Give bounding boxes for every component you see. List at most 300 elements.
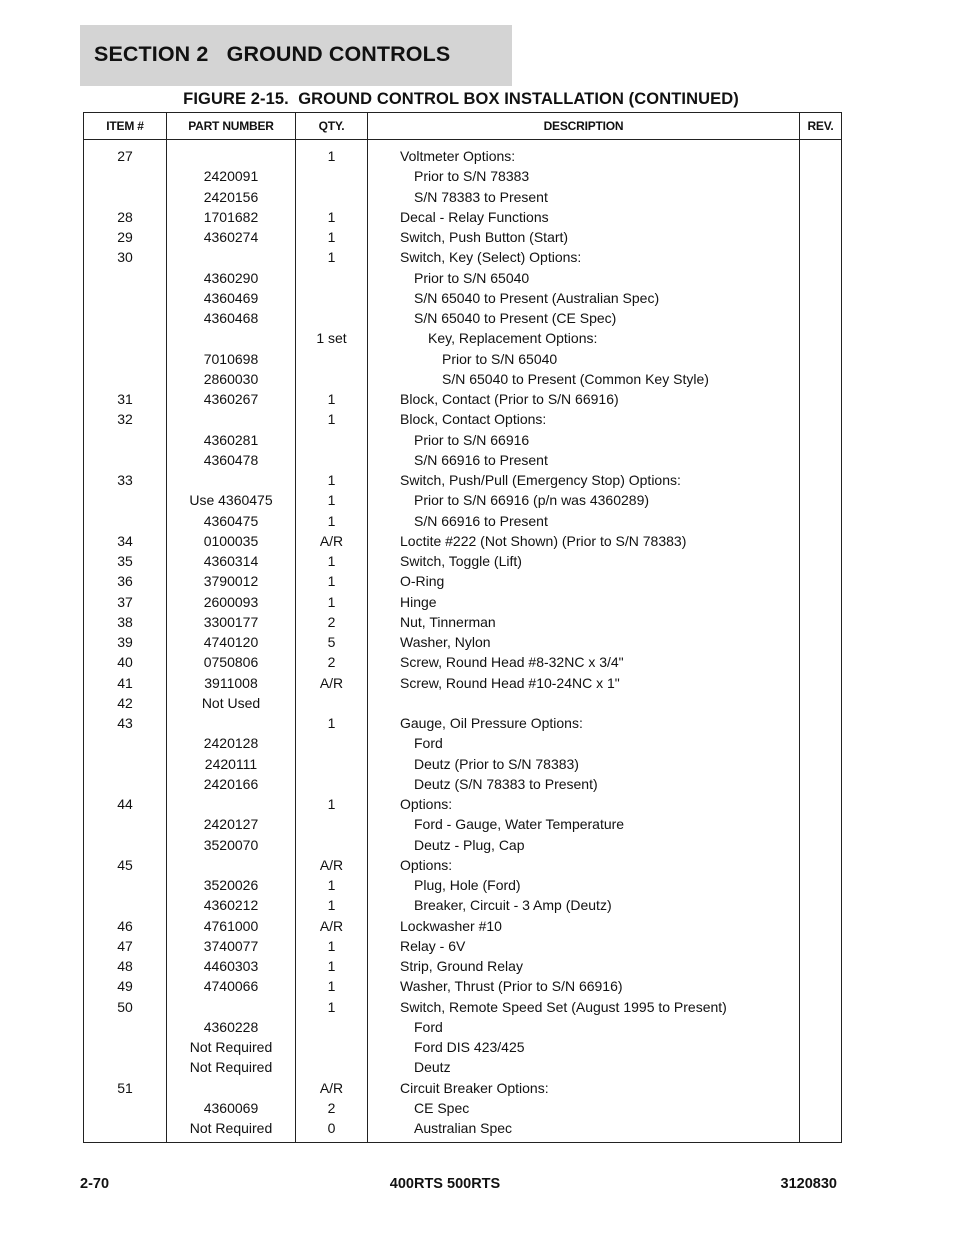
item-cell: 44 xyxy=(84,794,167,814)
qty-cell: 1 xyxy=(296,956,368,976)
qty-cell: 2 xyxy=(296,1098,368,1118)
qty-cell: 1 xyxy=(296,140,368,167)
rev-cell xyxy=(800,288,842,308)
rev-cell xyxy=(800,349,842,369)
rev-cell xyxy=(800,916,842,936)
table-row xyxy=(84,140,842,167)
description-cell: Deutz xyxy=(368,1057,800,1077)
qty-cell: 1 xyxy=(296,713,368,733)
item-cell: 50 xyxy=(84,997,167,1017)
section-title: SECTION 2 GROUND CONTROLS xyxy=(94,42,451,66)
part-number-cell: 0100035 xyxy=(167,531,296,551)
item-cell xyxy=(84,511,167,531)
qty-cell xyxy=(296,308,368,328)
description-cell: Prior to S/N 66916 (p/n was 4360289) xyxy=(368,490,800,510)
table-row xyxy=(84,693,842,713)
table-row xyxy=(84,511,842,531)
page-number: 2-70 xyxy=(80,1176,110,1192)
rev-cell xyxy=(800,328,842,348)
part-number-cell: 4360228 xyxy=(167,1017,296,1037)
part-number-cell xyxy=(167,247,296,267)
table-row xyxy=(84,1098,842,1118)
item-cell xyxy=(84,166,167,186)
item-cell xyxy=(84,369,167,389)
item-cell xyxy=(84,1098,167,1118)
qty-cell: A/R xyxy=(296,1078,368,1098)
table-row xyxy=(84,430,842,450)
part-number-cell: 2420128 xyxy=(167,733,296,753)
qty-cell xyxy=(296,774,368,794)
qty-cell xyxy=(296,268,368,288)
table-row xyxy=(84,207,842,227)
item-cell xyxy=(84,450,167,470)
table-row xyxy=(84,470,842,490)
table-row xyxy=(84,1037,842,1057)
table-row xyxy=(84,673,842,693)
item-cell: 31 xyxy=(84,389,167,409)
part-number-cell: 4360314 xyxy=(167,551,296,571)
description-cell: Strip, Ground Relay xyxy=(368,956,800,976)
description-cell: S/N 65040 to Present (Australian Spec) xyxy=(368,288,800,308)
rev-cell xyxy=(800,551,842,571)
description-cell: S/N 66916 to Present xyxy=(368,511,800,531)
item-cell: 30 xyxy=(84,247,167,267)
part-number-cell: 4740120 xyxy=(167,632,296,652)
rev-cell xyxy=(800,389,842,409)
rev-cell xyxy=(800,895,842,915)
qty-cell: 1 xyxy=(296,997,368,1017)
part-number-cell xyxy=(167,409,296,429)
description-cell: Prior to S/N 65040 xyxy=(368,349,800,369)
qty-cell xyxy=(296,754,368,774)
qty-cell: 1 xyxy=(296,227,368,247)
item-cell xyxy=(84,774,167,794)
part-number-cell: 2420166 xyxy=(167,774,296,794)
table-row xyxy=(84,227,842,247)
table-row xyxy=(84,166,842,186)
table-row xyxy=(84,1078,842,1098)
description-cell: Loctite #222 (Not Shown) (Prior to S/N 78383) xyxy=(368,531,800,551)
part-number-cell: 2860030 xyxy=(167,369,296,389)
qty-cell xyxy=(296,1037,368,1057)
description-cell: Options: xyxy=(368,794,800,814)
description-cell: Gauge, Oil Pressure Options: xyxy=(368,713,800,733)
rev-cell xyxy=(800,490,842,510)
item-cell: 33 xyxy=(84,470,167,490)
item-cell: 32 xyxy=(84,409,167,429)
description-cell: S/N 65040 to Present (CE Spec) xyxy=(368,308,800,328)
description-cell: Block, Contact Options: xyxy=(368,409,800,429)
item-cell: 43 xyxy=(84,713,167,733)
rev-cell xyxy=(800,430,842,450)
table-row xyxy=(84,349,842,369)
item-cell: 46 xyxy=(84,916,167,936)
part-number-cell: 2420156 xyxy=(167,187,296,207)
description-cell: Decal - Relay Functions xyxy=(368,207,800,227)
qty-cell: 1 xyxy=(296,490,368,510)
item-cell xyxy=(84,754,167,774)
item-cell: 42 xyxy=(84,693,167,713)
description-cell: Prior to S/N 66916 xyxy=(368,430,800,450)
table-row xyxy=(84,774,842,794)
table-row xyxy=(84,794,842,814)
part-number-cell: Not Required xyxy=(167,1057,296,1077)
qty-cell: 1 xyxy=(296,794,368,814)
item-cell xyxy=(84,733,167,753)
rev-cell xyxy=(800,612,842,632)
part-number-cell xyxy=(167,855,296,875)
table-row xyxy=(84,754,842,774)
part-number-cell: 2600093 xyxy=(167,592,296,612)
table-row xyxy=(84,733,842,753)
rev-cell xyxy=(800,511,842,531)
rev-cell xyxy=(800,592,842,612)
document-number: 3120830 xyxy=(780,1176,837,1192)
description-cell: Washer, Thrust (Prior to S/N 66916) xyxy=(368,976,800,996)
rev-cell xyxy=(800,976,842,996)
item-cell: 45 xyxy=(84,855,167,875)
description-cell: Deutz (Prior to S/N 78383) xyxy=(368,754,800,774)
rev-cell xyxy=(800,247,842,267)
qty-cell: 1 xyxy=(296,976,368,996)
qty-cell: 1 xyxy=(296,207,368,227)
table-row xyxy=(84,997,842,1017)
qty-cell: 2 xyxy=(296,612,368,632)
qty-cell: 1 xyxy=(296,551,368,571)
table-row xyxy=(84,835,842,855)
model-name: 400RTS 500RTS xyxy=(389,1176,501,1192)
parts-table xyxy=(83,112,842,1143)
qty-cell: 1 xyxy=(296,936,368,956)
description-cell: Switch, Toggle (Lift) xyxy=(368,551,800,571)
qty-cell: 1 xyxy=(296,247,368,267)
rev-cell xyxy=(800,855,842,875)
description-cell: Relay - 6V xyxy=(368,936,800,956)
part-number-cell: 2420111 xyxy=(167,754,296,774)
qty-cell xyxy=(296,1057,368,1077)
qty-cell: A/R xyxy=(296,916,368,936)
qty-cell: 1 set xyxy=(296,328,368,348)
item-cell xyxy=(84,308,167,328)
item-cell: 27 xyxy=(84,140,167,167)
item-cell xyxy=(84,268,167,288)
part-number-cell: 2420091 xyxy=(167,166,296,186)
table-row xyxy=(84,814,842,834)
qty-cell: 1 xyxy=(296,511,368,531)
part-number-cell: 4360469 xyxy=(167,288,296,308)
table-row xyxy=(84,875,842,895)
description-cell: Nut, Tinnerman xyxy=(368,612,800,632)
item-cell xyxy=(84,1017,167,1037)
item-cell: 38 xyxy=(84,612,167,632)
table-row xyxy=(84,409,842,429)
rev-cell xyxy=(800,1078,842,1098)
table-row xyxy=(84,308,842,328)
rev-cell xyxy=(800,936,842,956)
table-header-row xyxy=(84,113,842,140)
rev-cell xyxy=(800,531,842,551)
item-cell: 37 xyxy=(84,592,167,612)
part-number-cell: 4360212 xyxy=(167,895,296,915)
header-description: DESCRIPTION xyxy=(368,113,800,140)
qty-cell xyxy=(296,835,368,855)
description-cell: Switch, Push/Pull (Emergency Stop) Options: xyxy=(368,470,800,490)
table-row xyxy=(84,592,842,612)
qty-cell xyxy=(296,693,368,713)
item-cell: 49 xyxy=(84,976,167,996)
rev-cell xyxy=(800,774,842,794)
description-cell: Key, Replacement Options: xyxy=(368,328,800,348)
header-part-number: PART NUMBER xyxy=(167,113,296,140)
qty-cell: 5 xyxy=(296,632,368,652)
qty-cell: A/R xyxy=(296,855,368,875)
rev-cell xyxy=(800,997,842,1017)
table-row xyxy=(84,268,842,288)
rev-cell xyxy=(800,1057,842,1077)
part-number-cell: 3300177 xyxy=(167,612,296,632)
table-row xyxy=(84,976,842,996)
item-cell: 39 xyxy=(84,632,167,652)
rev-cell xyxy=(800,166,842,186)
rev-cell xyxy=(800,308,842,328)
description-cell: S/N 65040 to Present (Common Key Style) xyxy=(368,369,800,389)
header-qty: QTY. xyxy=(296,113,368,140)
part-number-cell xyxy=(167,140,296,167)
rev-cell xyxy=(800,794,842,814)
item-cell: 40 xyxy=(84,652,167,672)
description-cell: O-Ring xyxy=(368,571,800,591)
item-cell: 29 xyxy=(84,227,167,247)
rev-cell xyxy=(800,835,842,855)
part-number-cell: Not Used xyxy=(167,693,296,713)
item-cell: 48 xyxy=(84,956,167,976)
part-number-cell xyxy=(167,1078,296,1098)
qty-cell: 2 xyxy=(296,652,368,672)
description-cell: Lockwasher #10 xyxy=(368,916,800,936)
table-row xyxy=(84,936,842,956)
item-cell xyxy=(84,349,167,369)
description-cell: Switch, Key (Select) Options: xyxy=(368,247,800,267)
description-cell: Ford - Gauge, Water Temperature xyxy=(368,814,800,834)
rev-cell xyxy=(800,693,842,713)
table-row xyxy=(84,187,842,207)
table-row xyxy=(84,551,842,571)
table-row xyxy=(84,247,842,267)
table-row xyxy=(84,855,842,875)
rev-cell xyxy=(800,187,842,207)
qty-cell: 0 xyxy=(296,1118,368,1143)
table-row xyxy=(84,531,842,551)
item-cell xyxy=(84,187,167,207)
rev-cell xyxy=(800,754,842,774)
part-number-cell: 4360478 xyxy=(167,450,296,470)
table-row xyxy=(84,1017,842,1037)
figure-title: FIGURE 2-15. GROUND CONTROL BOX INSTALLATION (CONTINUED) xyxy=(183,90,739,108)
rev-cell xyxy=(800,1098,842,1118)
rev-cell xyxy=(800,227,842,247)
part-number-cell: 4740066 xyxy=(167,976,296,996)
qty-cell xyxy=(296,430,368,450)
table-row xyxy=(84,328,842,348)
part-number-cell: 3740077 xyxy=(167,936,296,956)
qty-cell xyxy=(296,814,368,834)
table-row xyxy=(84,369,842,389)
item-cell: 35 xyxy=(84,551,167,571)
description-cell: Prior to S/N 65040 xyxy=(368,268,800,288)
qty-cell: 1 xyxy=(296,409,368,429)
table-row xyxy=(84,288,842,308)
description-cell: Ford DIS 423/425 xyxy=(368,1037,800,1057)
table-row xyxy=(84,632,842,652)
table-row xyxy=(84,450,842,470)
rev-cell xyxy=(800,207,842,227)
part-number-cell: 4360475 xyxy=(167,511,296,531)
header-item: ITEM # xyxy=(84,113,167,140)
rev-cell xyxy=(800,673,842,693)
rev-cell xyxy=(800,652,842,672)
qty-cell xyxy=(296,1017,368,1037)
table-row xyxy=(84,490,842,510)
table-row xyxy=(84,389,842,409)
part-number-cell: 0750806 xyxy=(167,652,296,672)
qty-cell xyxy=(296,349,368,369)
rev-cell xyxy=(800,571,842,591)
part-number-cell: 4761000 xyxy=(167,916,296,936)
item-cell xyxy=(84,875,167,895)
item-cell xyxy=(84,895,167,915)
table-row xyxy=(84,956,842,976)
item-cell: 51 xyxy=(84,1078,167,1098)
description-cell: Deutz - Plug, Cap xyxy=(368,835,800,855)
rev-cell xyxy=(800,1118,842,1143)
part-number-cell xyxy=(167,997,296,1017)
qty-cell: A/R xyxy=(296,531,368,551)
table-row xyxy=(84,612,842,632)
description-cell: Switch, Push Button (Start) xyxy=(368,227,800,247)
part-number-cell: 4360069 xyxy=(167,1098,296,1118)
rev-cell xyxy=(800,409,842,429)
part-number-cell: 4360281 xyxy=(167,430,296,450)
part-number-cell: Use 4360475 xyxy=(167,490,296,510)
item-cell xyxy=(84,288,167,308)
part-number-cell xyxy=(167,794,296,814)
part-number-cell: 3520026 xyxy=(167,875,296,895)
table-row xyxy=(84,895,842,915)
rev-cell xyxy=(800,875,842,895)
table-row xyxy=(84,713,842,733)
part-number-cell xyxy=(167,328,296,348)
description-cell: Washer, Nylon xyxy=(368,632,800,652)
rev-cell xyxy=(800,956,842,976)
description-cell: Deutz (S/N 78383 to Present) xyxy=(368,774,800,794)
rev-cell xyxy=(800,450,842,470)
part-number-cell: 4460303 xyxy=(167,956,296,976)
qty-cell xyxy=(296,369,368,389)
item-cell: 28 xyxy=(84,207,167,227)
description-cell: Plug, Hole (Ford) xyxy=(368,875,800,895)
item-cell: 34 xyxy=(84,531,167,551)
item-cell xyxy=(84,328,167,348)
rev-cell xyxy=(800,470,842,490)
description-cell xyxy=(368,693,800,713)
rev-cell xyxy=(800,713,842,733)
item-cell: 41 xyxy=(84,673,167,693)
qty-cell: 1 xyxy=(296,470,368,490)
description-cell: S/N 78383 to Present xyxy=(368,187,800,207)
table-row xyxy=(84,652,842,672)
qty-cell xyxy=(296,733,368,753)
description-cell: Ford xyxy=(368,1017,800,1037)
description-cell: Screw, Round Head #10-24NC x 1" xyxy=(368,673,800,693)
part-number-cell: 4360290 xyxy=(167,268,296,288)
part-number-cell: 4360274 xyxy=(167,227,296,247)
description-cell: Screw, Round Head #8-32NC x 3/4" xyxy=(368,652,800,672)
item-cell xyxy=(84,814,167,834)
description-cell: Australian Spec xyxy=(368,1118,800,1143)
qty-cell: A/R xyxy=(296,673,368,693)
description-cell: CE Spec xyxy=(368,1098,800,1118)
description-cell: Circuit Breaker Options: xyxy=(368,1078,800,1098)
rev-cell xyxy=(800,369,842,389)
item-cell xyxy=(84,1118,167,1143)
part-number-cell: 4360468 xyxy=(167,308,296,328)
part-number-cell xyxy=(167,470,296,490)
qty-cell: 1 xyxy=(296,895,368,915)
description-cell: Options: xyxy=(368,855,800,875)
description-cell: Prior to S/N 78383 xyxy=(368,166,800,186)
table-row xyxy=(84,916,842,936)
part-number-cell: 3790012 xyxy=(167,571,296,591)
rev-cell xyxy=(800,140,842,167)
rev-cell xyxy=(800,1037,842,1057)
rev-cell xyxy=(800,1017,842,1037)
description-cell: Voltmeter Options: xyxy=(368,140,800,167)
item-cell: 36 xyxy=(84,571,167,591)
description-cell: Ford xyxy=(368,733,800,753)
rev-cell xyxy=(800,814,842,834)
qty-cell: 1 xyxy=(296,875,368,895)
description-cell: Switch, Remote Speed Set (August 1995 to Present) xyxy=(368,997,800,1017)
part-number-cell: 4360267 xyxy=(167,389,296,409)
part-number-cell: 2420127 xyxy=(167,814,296,834)
item-cell xyxy=(84,835,167,855)
item-cell xyxy=(84,1057,167,1077)
qty-cell: 1 xyxy=(296,389,368,409)
part-number-cell: 3520070 xyxy=(167,835,296,855)
item-cell xyxy=(84,490,167,510)
part-number-cell xyxy=(167,713,296,733)
qty-cell: 1 xyxy=(296,571,368,591)
part-number-cell: 3911008 xyxy=(167,673,296,693)
description-cell: Breaker, Circuit - 3 Amp (Deutz) xyxy=(368,895,800,915)
item-cell xyxy=(84,1037,167,1057)
parts-table-body xyxy=(84,140,842,1143)
qty-cell xyxy=(296,166,368,186)
item-cell: 47 xyxy=(84,936,167,956)
qty-cell xyxy=(296,187,368,207)
qty-cell xyxy=(296,450,368,470)
rev-cell xyxy=(800,632,842,652)
header-rev: REV. xyxy=(800,113,842,140)
qty-cell: 1 xyxy=(296,592,368,612)
rev-cell xyxy=(800,268,842,288)
description-cell: Block, Contact (Prior to S/N 66916) xyxy=(368,389,800,409)
part-number-cell: 1701682 xyxy=(167,207,296,227)
description-cell: Hinge xyxy=(368,592,800,612)
table-row xyxy=(84,571,842,591)
item-cell xyxy=(84,430,167,450)
qty-cell xyxy=(296,288,368,308)
